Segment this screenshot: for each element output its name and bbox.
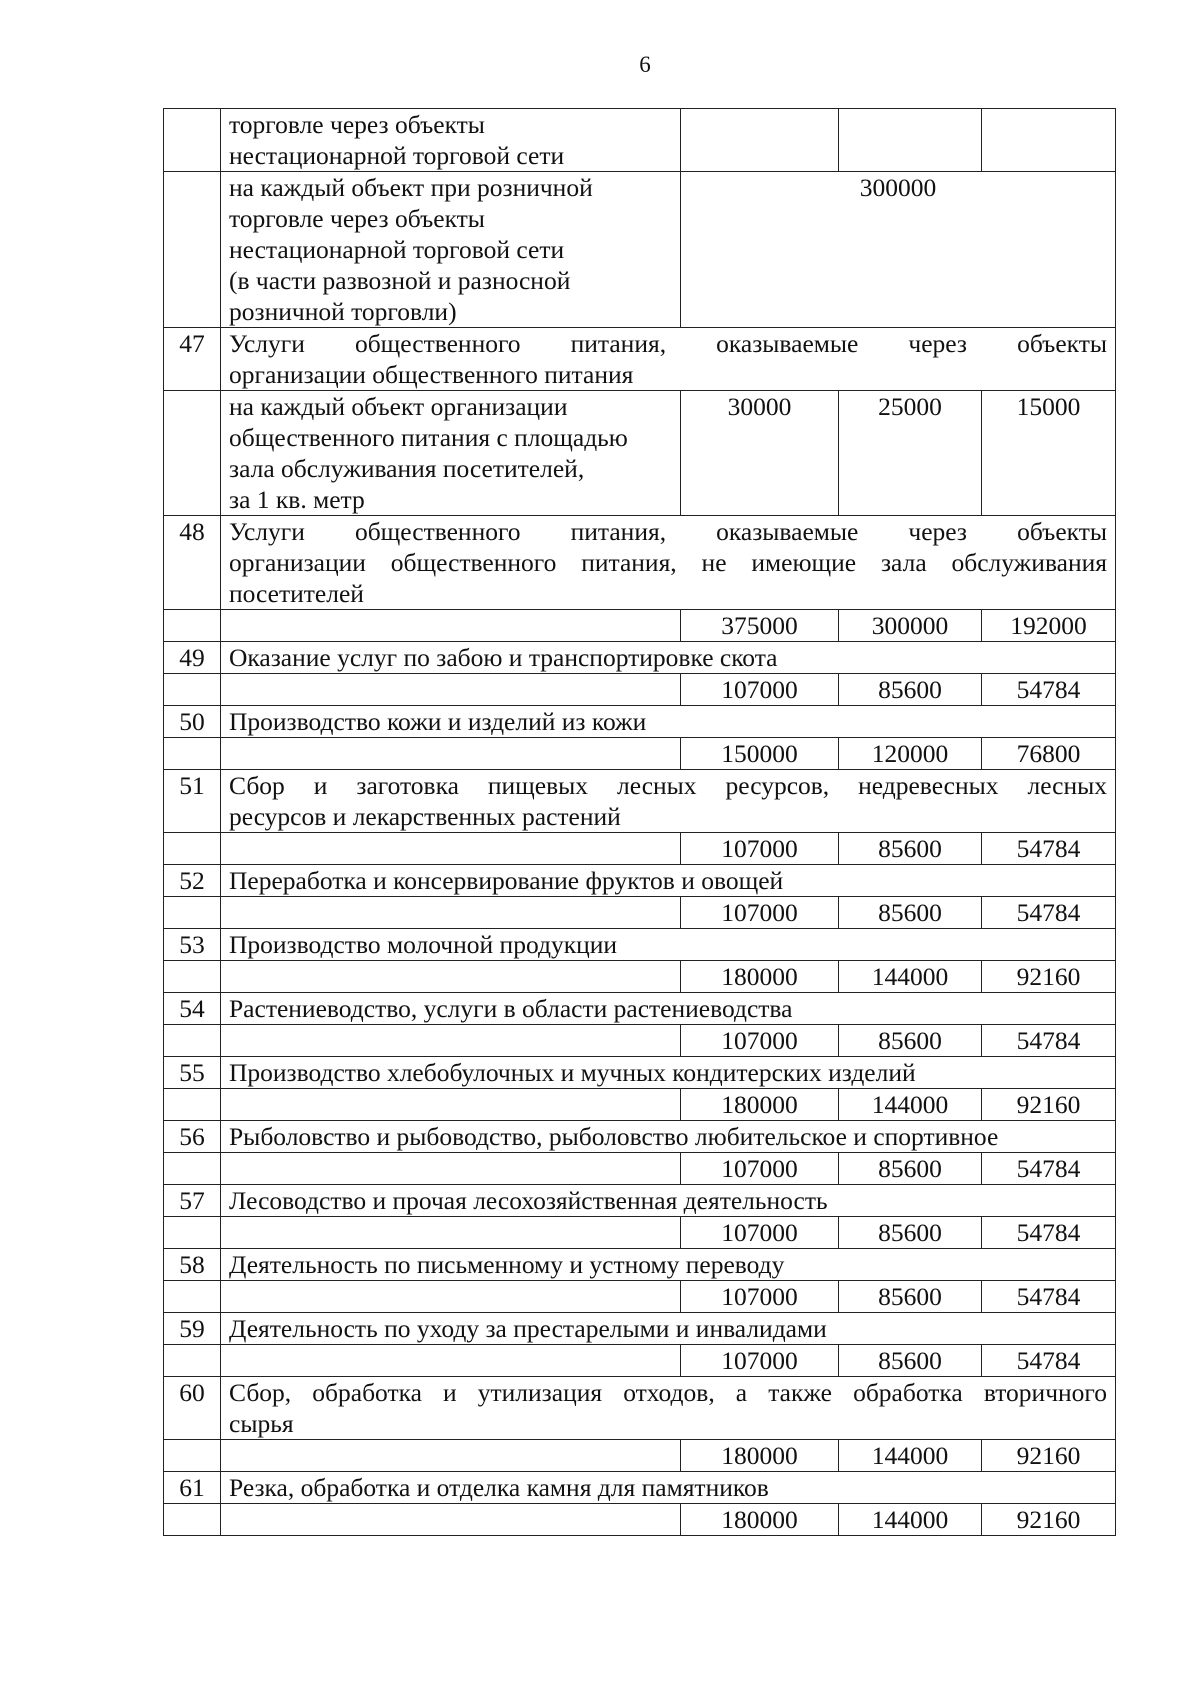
row-number <box>164 1440 221 1472</box>
row-title: Деятельность по уходу за престарелыми и инвалидами <box>221 1313 1116 1345</box>
row-title: Производство хлебобулочных и мучных кондитерских изделий <box>221 1057 1116 1089</box>
rate-value: 107000 <box>681 1281 839 1313</box>
table-row <box>164 516 1116 610</box>
row-number: 55 <box>164 1057 221 1089</box>
table-row <box>164 1472 1116 1504</box>
table-row <box>164 1121 1116 1153</box>
rate-value: 144000 <box>839 961 982 993</box>
table-row <box>164 1345 1116 1377</box>
row-title: Резка, обработка и отделка камня для памятников <box>221 1472 1116 1504</box>
row-number <box>164 1089 221 1121</box>
row-description <box>221 1281 681 1313</box>
rate-value: 54784 <box>982 1345 1116 1377</box>
row-number: 60 <box>164 1377 221 1440</box>
rate-value: 54784 <box>982 1281 1116 1313</box>
row-number <box>164 738 221 770</box>
rate-value: 54784 <box>982 1025 1116 1057</box>
row-description <box>221 738 681 770</box>
row-number <box>164 674 221 706</box>
row-description <box>221 1440 681 1472</box>
table-row <box>164 929 1116 961</box>
rate-value: 54784 <box>982 1217 1116 1249</box>
rate-value: 180000 <box>681 1504 839 1536</box>
rate-value: 107000 <box>681 1025 839 1057</box>
table-row <box>164 1089 1116 1121</box>
row-number <box>164 1217 221 1249</box>
rate-value: 54784 <box>982 674 1116 706</box>
rate-value: 300000 <box>839 610 982 642</box>
row-number: 51 <box>164 770 221 833</box>
rate-value: 85600 <box>839 1281 982 1313</box>
table-row <box>164 897 1116 929</box>
rate-value: 85600 <box>839 1153 982 1185</box>
table-row <box>164 1377 1116 1440</box>
table-row <box>164 1217 1116 1249</box>
row-description: на каждый объект при розничной торговле через объекты нестационарной торговой сети (в части развозной и разносной розничной торговли) <box>221 172 681 328</box>
row-number <box>164 391 221 516</box>
rate-value: 92160 <box>982 961 1116 993</box>
table-row <box>164 610 1116 642</box>
table-row <box>164 674 1116 706</box>
rate-value: 25000 <box>839 391 982 516</box>
table-row <box>164 328 1116 391</box>
rate-value: 85600 <box>839 1025 982 1057</box>
row-title: Услуги общественного питания, оказываемые через объекты организации общественного питания <box>221 328 1116 391</box>
table-row <box>164 391 1116 516</box>
rate-value: 144000 <box>839 1504 982 1536</box>
row-description <box>221 1504 681 1536</box>
row-number: 53 <box>164 929 221 961</box>
rate-value: 180000 <box>681 961 839 993</box>
rate-value: 85600 <box>839 674 982 706</box>
table-row <box>164 1185 1116 1217</box>
row-number <box>164 1281 221 1313</box>
rate-value: 107000 <box>681 1345 839 1377</box>
row-number <box>164 1504 221 1536</box>
rate-value: 375000 <box>681 610 839 642</box>
row-title: Сбор и заготовка пищевых лесных ресурсов, недревесных лесных ресурсов и лекарственных растений <box>221 770 1116 833</box>
row-description <box>221 897 681 929</box>
rate-value: 92160 <box>982 1504 1116 1536</box>
row-title: Производство кожи и изделий из кожи <box>221 706 1116 738</box>
row-description <box>221 833 681 865</box>
rate-value: 15000 <box>982 391 1116 516</box>
tax-rate-table <box>163 108 1116 1536</box>
row-description <box>221 1025 681 1057</box>
table-row <box>164 833 1116 865</box>
row-title: Рыболовство и рыбоводство, рыболовство любительское и спортивное <box>221 1121 1116 1153</box>
rate-value: 92160 <box>982 1089 1116 1121</box>
row-description <box>221 1345 681 1377</box>
row-number <box>164 833 221 865</box>
row-number <box>164 897 221 929</box>
rate-value: 107000 <box>681 833 839 865</box>
row-description <box>221 1217 681 1249</box>
rate-value: 107000 <box>681 1153 839 1185</box>
table-row <box>164 706 1116 738</box>
table-row <box>164 642 1116 674</box>
table-row <box>164 961 1116 993</box>
row-number <box>164 172 221 328</box>
table-row <box>164 865 1116 897</box>
row-number: 49 <box>164 642 221 674</box>
rate-value: 144000 <box>839 1440 982 1472</box>
row-number <box>164 961 221 993</box>
row-description: на каждый объект организации общественного питания с площадью зала обслуживания посетителей, за 1 кв. метр <box>221 391 681 516</box>
table-row <box>164 1281 1116 1313</box>
row-number <box>164 1025 221 1057</box>
rate-value: 180000 <box>681 1440 839 1472</box>
row-number: 50 <box>164 706 221 738</box>
table-row <box>164 1440 1116 1472</box>
row-number <box>164 610 221 642</box>
table-row <box>164 1249 1116 1281</box>
table-row <box>164 109 1116 172</box>
table-row <box>164 993 1116 1025</box>
rate-value: 150000 <box>681 738 839 770</box>
rate-value: 54784 <box>982 897 1116 929</box>
rate-value: 92160 <box>982 1440 1116 1472</box>
row-title: Растениеводство, услуги в области растениеводства <box>221 993 1116 1025</box>
row-number: 57 <box>164 1185 221 1217</box>
row-number <box>164 1153 221 1185</box>
row-number <box>164 1345 221 1377</box>
row-description <box>221 610 681 642</box>
rate-value: 85600 <box>839 833 982 865</box>
row-description <box>221 674 681 706</box>
row-number: 59 <box>164 1313 221 1345</box>
table-row <box>164 1153 1116 1185</box>
row-number: 58 <box>164 1249 221 1281</box>
row-number: 54 <box>164 993 221 1025</box>
row-description <box>221 1153 681 1185</box>
rate-value: 120000 <box>839 738 982 770</box>
rate-value: 54784 <box>982 1153 1116 1185</box>
rate-value: 107000 <box>681 897 839 929</box>
table-row <box>164 1025 1116 1057</box>
rate-value: 180000 <box>681 1089 839 1121</box>
row-title: Производство молочной продукции <box>221 929 1116 961</box>
rate-value: 144000 <box>839 1089 982 1121</box>
rate-value <box>681 109 839 172</box>
row-description <box>221 1089 681 1121</box>
rate-value: 85600 <box>839 1217 982 1249</box>
rate-value: 85600 <box>839 1345 982 1377</box>
rate-value <box>839 109 982 172</box>
row-description: торговле через объекты нестационарной торговой сети <box>221 109 681 172</box>
row-number: 47 <box>164 328 221 391</box>
rate-value: 107000 <box>681 674 839 706</box>
row-number: 56 <box>164 1121 221 1153</box>
row-title: Услуги общественного питания, оказываемые через объекты организации общественного питания, не имеющие зала обслуживания посетителей <box>221 516 1116 610</box>
row-title: Переработка и консервирование фруктов и овощей <box>221 865 1116 897</box>
row-title: Сбор, обработка и утилизация отходов, а также обработка вторичного сырья <box>221 1377 1116 1440</box>
page-number: 6 <box>639 52 651 77</box>
table-row <box>164 1313 1116 1345</box>
table-row <box>164 172 1116 328</box>
rate-value: 76800 <box>982 738 1116 770</box>
row-number: 61 <box>164 1472 221 1504</box>
rate-value: 30000 <box>681 391 839 516</box>
row-title: Оказание услуг по забою и транспортировке скота <box>221 642 1116 674</box>
table-row <box>164 1504 1116 1536</box>
row-number <box>164 109 221 172</box>
rate-value <box>982 109 1116 172</box>
table-row <box>164 770 1116 833</box>
merged-rate-value: 300000 <box>681 172 1116 328</box>
rate-value: 85600 <box>839 897 982 929</box>
row-title: Деятельность по письменному и устному переводу <box>221 1249 1116 1281</box>
row-number: 52 <box>164 865 221 897</box>
row-description <box>221 961 681 993</box>
rate-value: 107000 <box>681 1217 839 1249</box>
table-row <box>164 738 1116 770</box>
row-title: Лесоводство и прочая лесохозяйственная деятельность <box>221 1185 1116 1217</box>
rate-value: 54784 <box>982 833 1116 865</box>
row-number: 48 <box>164 516 221 610</box>
table-row <box>164 1057 1116 1089</box>
rate-value: 192000 <box>982 610 1116 642</box>
